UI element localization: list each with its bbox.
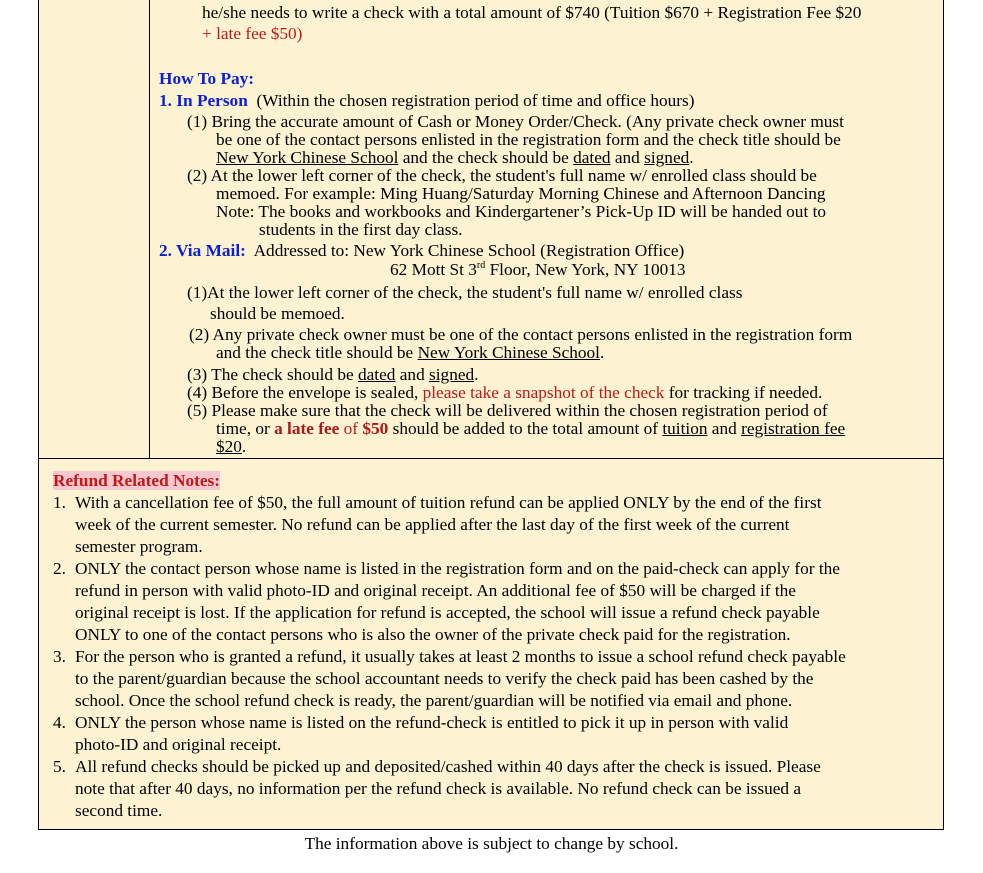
- payment-section: [38, 0, 944, 460]
- refund-item-line: original receipt is lost. If the application for refund is accepted, the school will issue a refund check payable: [75, 603, 820, 622]
- in-person-heading: [159, 91, 695, 110]
- column-divider: [149, 0, 150, 459]
- via-mail-item2-line1: (2) Any private check owner must be one of the contact persons enlisted in the registration form: [189, 325, 853, 344]
- via-mail-item4: (4) Before the envelope is sealed, please take a snapshot of the check for tracking if needed.: [187, 383, 823, 402]
- in-person-item1-line1: (1) Bring the accurate amount of Cash or Money Order/Check. (Any private check owner must: [187, 112, 844, 131]
- in-person-item2-line3: Note: The books and workbooks and Kindergartener’s Pick-Up ID will be handed out to: [216, 202, 827, 221]
- late-fee-text: a late fee: [274, 419, 340, 438]
- in-person-item1-line3: New York Chinese School and the check should be dated and signed.: [216, 148, 694, 167]
- in-person-note: (Within the chosen registration period of time and office hours): [256, 91, 695, 110]
- mail-address-line1: Addressed to: New York Chinese School (Registration Office): [253, 241, 685, 260]
- refund-item-line: week of the current semester. No refund can be applied after the last day of the first week of the current: [75, 515, 790, 534]
- via-mail-heading: [159, 241, 684, 260]
- snapshot-note: please take a snapshot of the check: [422, 383, 665, 402]
- in-person-item2-line4: students in the first day class.: [259, 220, 463, 239]
- refund-item-line: ONLY the person whose name is listed on the refund-check is entitled to pick it up in person with valid: [75, 713, 789, 732]
- refund-item-line: With a cancellation fee of $50, the full amount of tuition refund can be applied ONLY by the end of the first: [75, 493, 822, 512]
- via-mail-item1-line1: (1)At the lower left corner of the check, the student's full name w/ enrolled class: [187, 283, 743, 302]
- refund-item-line: For the person who is granted a refund, it usually takes at least 2 months to issue a school refund check payable: [75, 647, 846, 666]
- refund-item-number: 2.: [53, 559, 66, 578]
- refund-item-line: All refund checks should be picked up and deposited/cashed within 40 days after the check is issued. Please: [75, 757, 821, 776]
- via-mail-item1-line2: should be memoed.: [210, 304, 345, 323]
- refund-item-line: ONLY to one of the contact persons who is also the owner of the private check paid for the registration.: [75, 625, 791, 644]
- refund-item-line: note that after 40 days, no information per the refund check is available. No refund check can be issued a: [75, 779, 802, 798]
- via-mail-item2-line2: and the check title should be New York Chinese School.: [216, 343, 605, 362]
- how-to-pay-heading: How To Pay:: [159, 69, 255, 88]
- footer-note: The information above is subject to change by school.: [304, 834, 679, 853]
- via-mail-item5-line3: $20.: [216, 437, 247, 456]
- continuation-line-1: he/she needs to write a check with a total amount of $740 (Tuition $670 + Registration Fee $20: [202, 3, 862, 22]
- via-mail-item5-line2: time, or a late fee of $50 should be added to the total amount of tuition and registration fee: [216, 419, 846, 438]
- refund-item-line: refund in person with valid photo-ID and original receipt. An additional fee of $50 will be charged if the: [75, 581, 796, 600]
- via-mail-item5-line1: (5) Please make sure that the check will be delivered within the chosen registration period of: [187, 401, 828, 420]
- refund-section: [38, 458, 944, 830]
- refund-item-number: 4.: [53, 713, 66, 732]
- refund-item-number: 1.: [53, 493, 66, 512]
- late-fee-amount: $50: [362, 419, 389, 438]
- refund-item-line: school. Once the school refund check is ready, the parent/guardian will be notified via email and phone.: [75, 691, 793, 710]
- refund-item-line: photo-ID and original receipt.: [75, 735, 282, 754]
- refund-item-line: second time.: [75, 801, 163, 820]
- in-person-item2-line2: memoed. For example: Ming Huang/Saturday Morning Chinese and Afternoon Dancing: [216, 184, 826, 203]
- via-mail-item3: (3) The check should be dated and signed.: [187, 365, 479, 384]
- via-mail-label: 2. Via Mail:: [159, 241, 246, 260]
- refund-item-line: semester program.: [75, 537, 203, 556]
- refund-item-number: 3.: [53, 647, 66, 666]
- school-name: New York Chinese School: [216, 148, 399, 167]
- in-person-label: 1. In Person: [159, 91, 248, 110]
- mail-address-line2: 62 Mott St 3rd Floor, New York, NY 10013: [390, 260, 686, 279]
- refund-item-line: ONLY the contact person whose name is listed in the registration form and on the paid-check can apply for the: [75, 559, 840, 578]
- refund-item-line: to the parent/guardian because the school accountant needs to verify the check paid has been cashed by the: [75, 669, 814, 688]
- refund-heading: Refund Related Notes:: [53, 471, 221, 490]
- refund-item-number: 5.: [53, 757, 66, 776]
- in-person-item1-line2: be one of the contact persons enlisted in the registration form and the check title should be: [216, 130, 841, 149]
- policy-document: [38, 0, 944, 830]
- in-person-item2-line1: (2) At the lower left corner of the check, the student's full name w/ enrolled class should be: [187, 166, 817, 185]
- continuation-line-2: + late fee $50): [202, 24, 303, 43]
